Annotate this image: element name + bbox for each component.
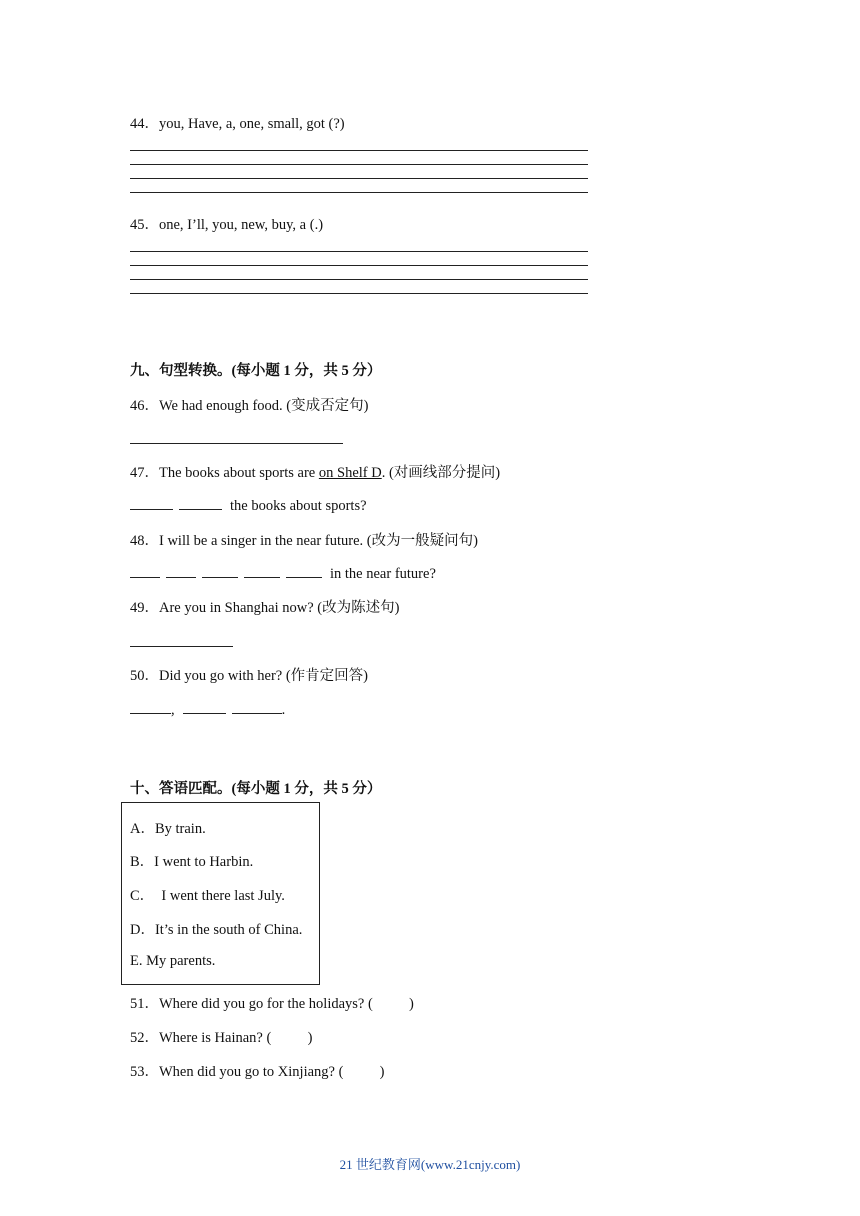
section-9-heading: 九、句型转换。(每小题 1 分，共 5 分） <box>130 363 382 379</box>
answer-47-text: the books about sports? <box>230 498 367 514</box>
section-10-heading: 十、答语匹配。(每小题 1 分，共 5 分） <box>130 781 382 797</box>
answer-row-47 <box>130 495 367 515</box>
answer-blank-49[interactable] <box>130 632 233 647</box>
answer-blank-46[interactable] <box>130 429 343 444</box>
answer-line <box>130 251 588 252</box>
answer-line <box>130 192 588 193</box>
question-50: 50．Did you go with her? (作肯定回答) <box>130 668 369 684</box>
question-46: 46．We had enough food. (变成否定句) <box>130 398 369 414</box>
answer-row-48 <box>130 563 436 583</box>
answer-blank[interactable] <box>244 563 280 578</box>
answer-line <box>130 164 588 165</box>
answer-row-50 <box>130 699 285 719</box>
answer-blank[interactable] <box>130 495 173 510</box>
question-47-text: 47．The books about sports are <box>130 465 319 481</box>
answer-line <box>130 265 588 266</box>
answer-blank[interactable] <box>179 495 222 510</box>
question-47-instruction: . (对画线部分提问) <box>381 465 501 481</box>
answer-blank[interactable] <box>130 563 160 578</box>
option-a: A．By train. <box>130 821 206 837</box>
answer-blank[interactable] <box>232 699 282 714</box>
question-51: 51．Where did you go for the holidays? ( ) <box>130 996 414 1012</box>
question-48: 48．I will be a singer in the near future. (改为一般疑问句) <box>130 533 478 549</box>
question-44: 44．you, Have, a, one, small, got (?) <box>130 116 345 132</box>
answer-blank[interactable] <box>130 699 171 714</box>
question-47-underlined: on Shelf D <box>318 465 382 481</box>
answer-48-text: in the near future? <box>330 566 436 582</box>
option-d: D．It’s in the south of China. <box>130 922 303 938</box>
answer-line <box>130 150 588 151</box>
option-c: C． I went there last July. <box>130 888 285 904</box>
option-e: E. My parents. <box>130 953 216 969</box>
answer-50-period: . <box>281 702 286 718</box>
answer-line <box>130 293 588 294</box>
footer-watermark: 21 世纪教育网(www.21cnjy.com) <box>339 1157 521 1172</box>
option-b: B．I went to Harbin. <box>130 854 254 870</box>
question-53: 53．When did you go to Xinjiang? ( ) <box>130 1064 385 1080</box>
answer-line <box>130 279 588 280</box>
answer-blank[interactable] <box>166 563 196 578</box>
answer-blank[interactable] <box>183 699 226 714</box>
question-52: 52．Where is Hainan? ( ) <box>130 1030 313 1046</box>
question-45: 45．one, I’ll, you, new, buy, a (.) <box>130 217 324 233</box>
answer-line <box>130 178 588 179</box>
answer-blank[interactable] <box>202 563 238 578</box>
answer-blank[interactable] <box>286 563 322 578</box>
question-49: 49．Are you in Shanghai now? (改为陈述句) <box>130 600 400 616</box>
answer-50-comma: , <box>171 702 175 718</box>
question-47 <box>130 461 500 482</box>
